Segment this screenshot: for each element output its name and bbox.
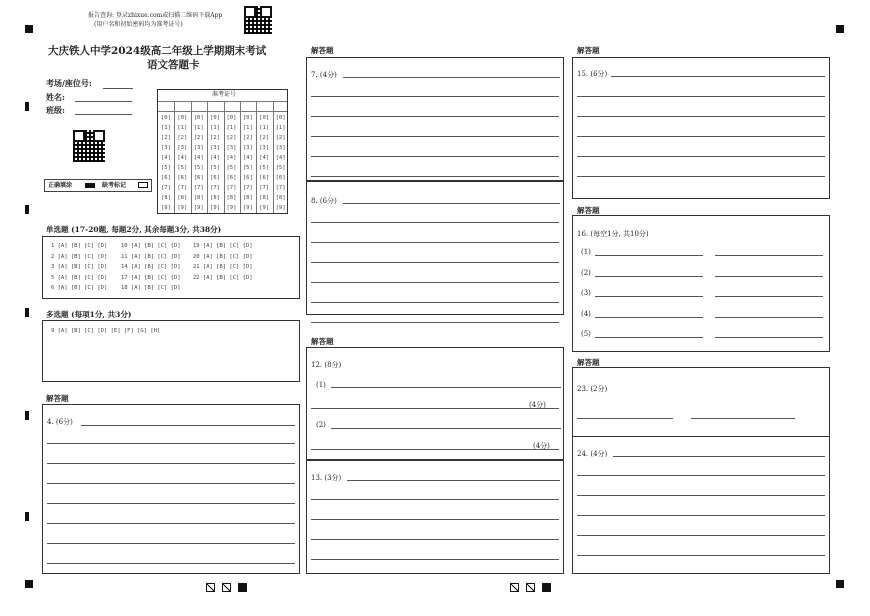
ticket-digit-bubble[interactable]: [8] xyxy=(242,195,253,201)
ticket-digit-bubble[interactable]: [0] xyxy=(161,115,171,121)
multi-choice-row[interactable]: 9 [A] [B] [C] [D] [E] [F] [G] [H] xyxy=(51,328,161,334)
answer-line[interactable] xyxy=(577,535,825,536)
section-answer-label: 解答题 xyxy=(46,394,69,403)
ticket-digit-bubble[interactable]: [5] xyxy=(259,165,270,171)
answer-line[interactable] xyxy=(311,136,559,137)
ticket-label: 准考证号 xyxy=(212,91,237,98)
answer-line[interactable] xyxy=(577,136,825,137)
ticket-digit-bubble[interactable]: [5] xyxy=(193,165,204,171)
single-choice-box[interactable] xyxy=(42,236,300,299)
single-choice-item[interactable]: 6 [A] [B] [C] [D] xyxy=(51,285,108,291)
ticket-digit-bubble[interactable]: [5] xyxy=(177,165,188,171)
answer-line[interactable] xyxy=(311,176,559,177)
answer-line[interactable] xyxy=(311,539,559,540)
ticket-digit-bubble[interactable]: [8] xyxy=(193,195,204,201)
q7-title: 7. (4分) xyxy=(311,71,337,79)
ticket-digit-bubble[interactable]: [3] xyxy=(259,145,270,151)
answer-line[interactable] xyxy=(311,559,559,560)
bottom-mark-hatched xyxy=(526,583,535,592)
ticket-digit-bubble[interactable]: [9] xyxy=(161,205,171,211)
q12-part1-score: (4分) xyxy=(529,401,546,409)
ticket-digit-bubble[interactable]: [2] xyxy=(259,135,270,141)
ticket-digit-bubble[interactable]: [0] xyxy=(226,115,237,121)
ticket-digit-bubble[interactable]: [1] xyxy=(242,125,253,131)
answer-line[interactable] xyxy=(311,96,559,97)
answer-line[interactable] xyxy=(47,483,295,484)
answer-line[interactable] xyxy=(577,555,825,556)
bottom-mark-hatched xyxy=(222,583,231,592)
single-choice-item[interactable]: 5 [A] [B] [C] [D] xyxy=(51,274,108,281)
fill-legend xyxy=(44,179,152,192)
q7-box[interactable] xyxy=(306,57,564,181)
q16-blank[interactable] xyxy=(595,296,703,297)
q16-blank[interactable] xyxy=(595,255,703,256)
corner-mark-bl xyxy=(25,580,33,588)
q16-title: 16. (每空1分, 共10分) xyxy=(577,230,649,238)
ticket-digit-bubble[interactable]: [1] xyxy=(259,125,270,131)
answer-line[interactable] xyxy=(577,156,825,157)
answer-line[interactable] xyxy=(311,519,559,520)
answer-line[interactable] xyxy=(47,463,295,464)
ticket-digit-bubble[interactable]: [5] xyxy=(226,165,237,171)
answer-line[interactable] xyxy=(311,116,559,117)
q16-blank[interactable] xyxy=(595,276,703,277)
ticket-digit-bubble[interactable]: [9] xyxy=(275,205,286,211)
ticket-digit-bubble[interactable]: [6] xyxy=(226,175,237,181)
ticket-digit-bubble[interactable]: [5] xyxy=(210,165,221,171)
answer-line[interactable] xyxy=(577,96,825,97)
ticket-digit-bubble[interactable]: [6] xyxy=(210,175,221,181)
notice-line-1: 报告查询: 登录zhixue.com或扫描二维码下载App xyxy=(88,12,223,19)
ticket-number-grid[interactable] xyxy=(157,89,288,214)
bottom-mark-solid xyxy=(238,583,247,592)
ticket-digit-bubble[interactable]: [4] xyxy=(226,155,237,161)
q16-blank[interactable] xyxy=(715,255,823,256)
q16-blank[interactable] xyxy=(715,317,823,318)
corner-mark-tr xyxy=(836,25,844,33)
notice-line-2: (用户名和初始密码均为准考证号) xyxy=(94,21,183,28)
ticket-digit-bubble[interactable]: [6] xyxy=(177,175,188,181)
answer-line[interactable] xyxy=(577,515,825,516)
ticket-digit-bubble[interactable]: [4] xyxy=(242,155,253,161)
q16-blank[interactable] xyxy=(595,337,703,338)
q16-item-label: (3) xyxy=(581,289,591,297)
answer-line[interactable] xyxy=(311,242,559,243)
timing-mark xyxy=(25,102,29,111)
q16-item-label: (5) xyxy=(581,330,591,338)
q23-box[interactable] xyxy=(572,367,830,437)
ticket-digit-bubble[interactable]: [0] xyxy=(177,115,188,121)
ticket-digit-bubble[interactable]: [7] xyxy=(161,185,171,191)
answer-line[interactable] xyxy=(47,543,295,544)
timing-mark xyxy=(25,308,29,317)
answer-line[interactable] xyxy=(311,262,559,263)
section-answer-label: 解答题 xyxy=(577,206,600,215)
multi-choice-title: 多选题 (每项1分, 共3分) xyxy=(46,310,132,319)
ticket-digit-bubble[interactable]: [9] xyxy=(177,205,188,211)
ticket-digit-bubble[interactable]: [4] xyxy=(259,155,270,161)
ticket-digit-bubble[interactable]: [1] xyxy=(161,125,171,131)
answer-line[interactable] xyxy=(311,222,559,223)
timing-mark xyxy=(25,512,29,521)
name-label: 姓名: xyxy=(46,92,65,102)
q15-box[interactable] xyxy=(572,57,830,199)
ticket-digit-bubble[interactable]: [1] xyxy=(177,125,188,131)
ticket-digit-bubble[interactable]: [9] xyxy=(210,205,221,211)
q24-box[interactable] xyxy=(572,436,830,574)
ticket-digit-bubble[interactable]: [1] xyxy=(275,125,286,131)
corner-mark-br xyxy=(836,580,844,588)
answer-line[interactable] xyxy=(47,503,295,504)
q8-title: 8. (6分) xyxy=(311,197,337,205)
q16-blank[interactable] xyxy=(715,276,823,277)
ticket-digit-bubble[interactable]: [4] xyxy=(275,155,286,161)
ticket-digit-bubble[interactable]: [0] xyxy=(193,115,204,121)
q16-blank[interactable] xyxy=(715,337,823,338)
q24-title: 24. (4分) xyxy=(577,450,608,458)
single-choice-item[interactable]: 14 [A] [B] [C] [D] xyxy=(121,264,181,270)
corner-mark-tl xyxy=(25,25,33,33)
ticket-digit-bubble[interactable]: [2] xyxy=(210,135,221,141)
answer-line[interactable] xyxy=(577,116,825,117)
ticket-digit-bubble[interactable]: [1] xyxy=(193,125,204,131)
single-choice-item[interactable]: 19 [A] [B] [C] [D] xyxy=(193,243,253,249)
q4-title: 4. (6分) xyxy=(47,418,73,426)
multi-choice-box[interactable] xyxy=(42,320,300,382)
ticket-digit-bubble[interactable]: [0] xyxy=(275,115,286,121)
ticket-digit-bubble[interactable]: [4] xyxy=(193,155,204,161)
q13-title: 13. (3分) xyxy=(311,474,342,482)
ticket-digit-bubble[interactable]: [9] xyxy=(226,205,237,211)
q23-title: 23. (2分) xyxy=(577,385,608,393)
bottom-mark-solid xyxy=(542,583,551,592)
single-choice-item[interactable]: 10 [A] [B] [C] [D] xyxy=(121,243,181,249)
answer-line[interactable] xyxy=(311,499,559,500)
single-choice-item[interactable]: 22 [A] [B] [C] [D] xyxy=(193,274,253,281)
exam-room-field[interactable] xyxy=(103,88,133,89)
ticket-digit-bubble[interactable]: [2] xyxy=(226,135,237,141)
ticket-digit-bubble[interactable]: [9] xyxy=(259,205,270,211)
q15-title: 15. (6分) xyxy=(577,70,608,78)
answer-line[interactable] xyxy=(311,282,559,283)
ticket-digit-bubble[interactable]: [2] xyxy=(161,135,171,141)
single-choice-item[interactable]: 17 [A] [B] [C] [D] xyxy=(121,274,181,281)
bottom-mark-hatched xyxy=(206,583,215,592)
section-answer-label: 解答题 xyxy=(577,46,600,55)
ticket-digit-bubble[interactable]: [8] xyxy=(226,195,237,201)
ticket-digit-bubble[interactable]: [7] xyxy=(210,185,221,191)
ticket-digit-bubble[interactable]: [7] xyxy=(177,185,188,191)
ticket-digit-bubble[interactable]: [4] xyxy=(177,155,188,161)
ticket-digit-bubble[interactable]: [4] xyxy=(210,155,221,161)
ticket-digit-bubble[interactable]: [5] xyxy=(242,165,253,171)
ticket-digit-bubble[interactable]: [2] xyxy=(275,135,286,141)
ticket-digit-bubble[interactable]: [2] xyxy=(193,135,204,141)
q12-box[interactable] xyxy=(306,347,564,460)
single-choice-title: 单选题 (17-20题, 每题2分, 其余每题3分, 共38分) xyxy=(46,225,222,234)
top-qr-code xyxy=(244,6,272,34)
answer-line[interactable] xyxy=(311,302,559,303)
ticket-digit-bubble[interactable]: [3] xyxy=(210,145,221,151)
ticket-digit-bubble[interactable]: [8] xyxy=(210,195,221,201)
ticket-digit-bubble[interactable]: [8] xyxy=(177,195,188,201)
absent-checkbox[interactable] xyxy=(138,182,148,188)
ticket-digit-bubble[interactable]: [7] xyxy=(259,185,270,191)
section-answer-label: 解答题 xyxy=(311,337,334,346)
name-field[interactable] xyxy=(75,101,132,102)
ticket-digit-bubble[interactable]: [8] xyxy=(161,195,171,201)
ticket-digit-bubble[interactable]: [4] xyxy=(161,155,171,161)
q16-blank[interactable] xyxy=(595,317,703,318)
q16-blank[interactable] xyxy=(715,296,823,297)
answer-line[interactable] xyxy=(47,523,295,524)
ticket-digit-bubble[interactable]: [6] xyxy=(193,175,204,181)
section-answer-label: 解答题 xyxy=(311,46,334,55)
ticket-digit-bubble[interactable]: [6] xyxy=(242,175,253,181)
q13-box[interactable] xyxy=(306,460,564,574)
ticket-digit-bubble[interactable]: [7] xyxy=(242,185,253,191)
ticket-digit-bubble[interactable]: [3] xyxy=(177,145,188,151)
ticket-digit-bubble[interactable]: [7] xyxy=(226,185,237,191)
q12-part1-label: (1) xyxy=(316,381,326,389)
single-choice-item[interactable]: 2 [A] [B] [C] [D] xyxy=(51,253,108,260)
legend-correct-label: 正确填涂 xyxy=(48,182,73,189)
ticket-digit-bubble[interactable]: [3] xyxy=(226,145,237,151)
single-choice-item[interactable]: 11 [A] [B] [C] [D] xyxy=(121,253,181,260)
q16-item-label: (2) xyxy=(581,268,591,277)
ticket-digit-bubble[interactable]: [9] xyxy=(193,205,204,211)
ticket-digit-bubble[interactable]: [1] xyxy=(210,125,221,131)
q4-box[interactable] xyxy=(42,404,300,574)
ticket-digit-bubble[interactable]: [8] xyxy=(275,195,286,201)
ticket-digit-bubble[interactable]: [1] xyxy=(226,125,237,131)
answer-line[interactable] xyxy=(577,176,825,177)
answer-line[interactable] xyxy=(311,322,559,323)
timing-mark xyxy=(25,411,29,420)
q16-item-label: (1) xyxy=(581,248,591,256)
ticket-digit-bubble[interactable]: [7] xyxy=(193,185,204,191)
ticket-digit-bubble[interactable]: [3] xyxy=(193,145,204,151)
q16-box[interactable] xyxy=(572,215,830,352)
answer-line[interactable] xyxy=(577,475,825,476)
page-subtitle: 语文答题卡 xyxy=(147,59,200,71)
ticket-digit-bubble[interactable]: [5] xyxy=(161,165,171,171)
single-choice-item[interactable]: 20 [A] [B] [C] [D] xyxy=(193,253,253,260)
q12-part2-label: (2) xyxy=(316,421,326,429)
single-choice-item[interactable]: 1 [A] [B] [C] [D] xyxy=(51,243,108,249)
legend-correct-swatch xyxy=(85,183,95,188)
q12-part2-score: (4分) xyxy=(533,442,550,450)
ticket-digit-bubble[interactable]: [5] xyxy=(275,165,286,171)
section-answer-label: 解答题 xyxy=(577,358,600,367)
ticket-digit-bubble[interactable]: [0] xyxy=(210,115,221,121)
ticket-digit-bubble[interactable]: [6] xyxy=(275,175,286,181)
single-choice-item[interactable]: 21 [A] [B] [C] [D] xyxy=(193,264,253,270)
answer-line[interactable] xyxy=(577,495,825,496)
page-title: 大庆铁人中学2024级高二年级上学期期末考试 xyxy=(48,45,267,57)
class-label: 班级: xyxy=(46,105,65,115)
ticket-digit-bubble[interactable]: [6] xyxy=(161,175,171,181)
timing-mark xyxy=(25,205,29,214)
ticket-digit-bubble[interactable]: [0] xyxy=(259,115,270,121)
student-qr-code xyxy=(73,130,105,162)
q16-item-label: (4) xyxy=(581,309,591,318)
ticket-digit-bubble[interactable]: [3] xyxy=(275,145,286,151)
ticket-digit-bubble[interactable]: [7] xyxy=(275,185,286,191)
answer-line[interactable] xyxy=(311,156,559,157)
ticket-digit-bubble[interactable]: [9] xyxy=(242,205,253,211)
ticket-digit-bubble[interactable]: [3] xyxy=(242,145,253,151)
ticket-digit-bubble[interactable]: [3] xyxy=(161,145,171,151)
q8-box[interactable] xyxy=(306,181,564,315)
ticket-digit-bubble[interactable]: [2] xyxy=(177,135,188,141)
single-choice-item[interactable]: 3 [A] [B] [C] [D] xyxy=(51,264,108,270)
q12-title: 12. (8分) xyxy=(311,361,342,369)
ticket-digit-bubble[interactable]: [2] xyxy=(242,135,253,141)
ticket-digit-bubble[interactable]: [0] xyxy=(242,115,253,121)
ticket-digit-bubble[interactable]: [8] xyxy=(259,195,270,201)
answer-line[interactable] xyxy=(47,443,295,444)
bottom-mark-hatched xyxy=(510,583,519,592)
answer-line[interactable] xyxy=(47,563,295,564)
exam-room-label: 考场/座位号: xyxy=(46,78,92,88)
single-choice-item[interactable]: 18 [A] [B] [C] [D] xyxy=(121,285,181,291)
legend-absent-label: 缺考标记 xyxy=(102,182,127,189)
ticket-digit-bubble[interactable]: [6] xyxy=(259,175,270,181)
class-field[interactable] xyxy=(75,114,132,115)
